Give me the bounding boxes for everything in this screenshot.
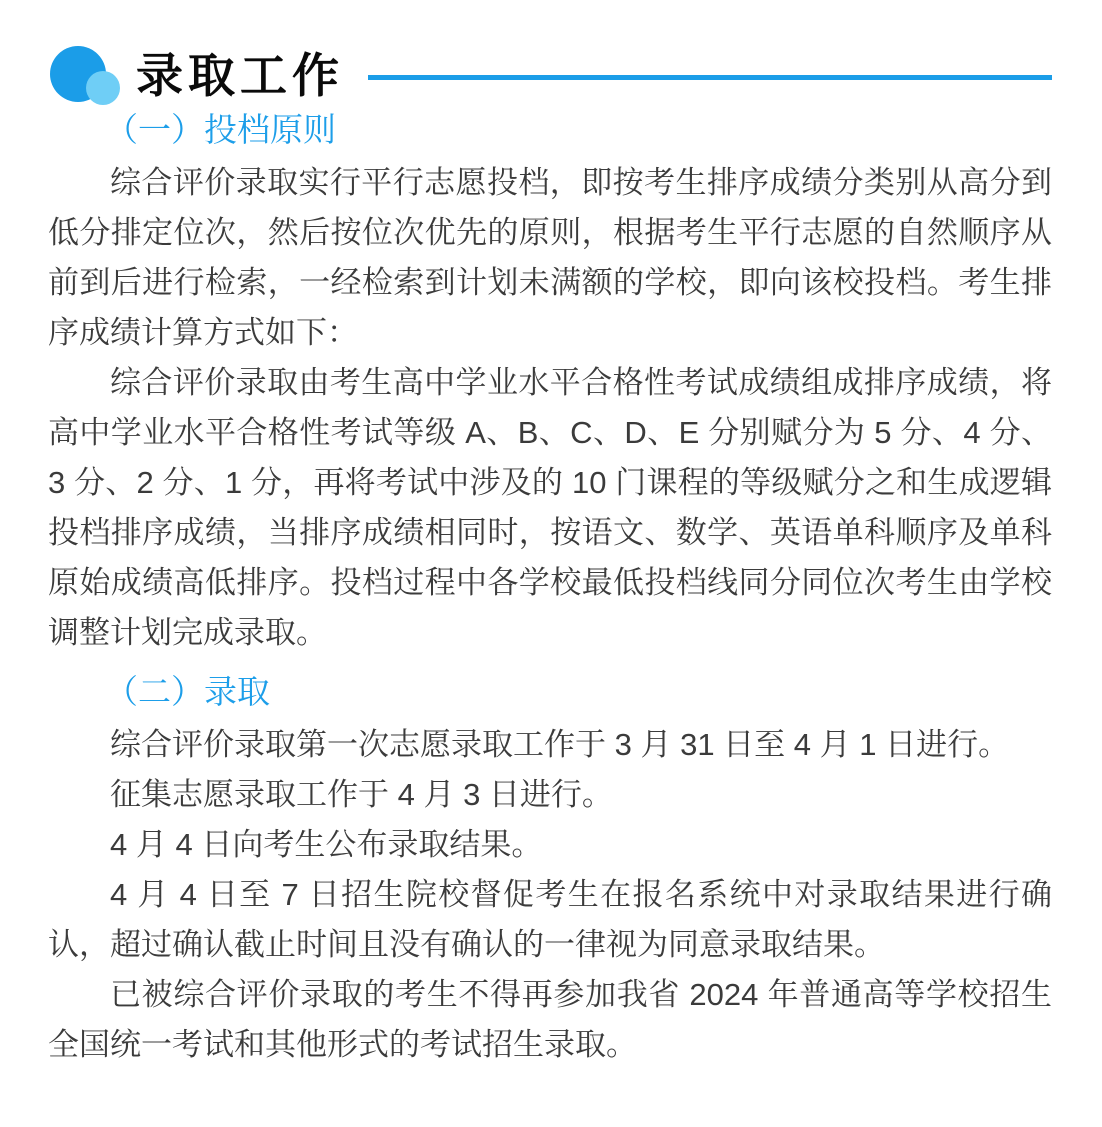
- paragraph: 已被综合评价录取的考生不得再参加我省 2024 年普通高等学校招生全国统一考试和其他形式的考试招生录取。: [48, 977, 1052, 1062]
- section-admission: [48, 670, 1052, 1070]
- header-rule-line: [368, 75, 1052, 80]
- paragraph: 征集志愿录取工作于 4 月 3 日进行。: [110, 777, 613, 812]
- brand-circle-small-icon: [86, 71, 120, 105]
- section-heading: （二）录取: [105, 673, 270, 710]
- paragraph: 4 月 4 日向考生公布录取结果。: [110, 827, 543, 862]
- page-header: [48, 44, 1052, 108]
- paragraph: 综合评价录取实行平行志愿投档，即按考生排序成绩分类别从高分到低分排定位次，然后按位次优先的原则，根据考生平行志愿的自然顺序从前到后进行检索，一经检索到计划未满额的学校，即向该校投档。考生排序成绩计算方式如下：: [48, 165, 1052, 350]
- paragraph: 综合评价录取第一次志愿录取工作于 3 月 31 日至 4 月 1 日进行。: [110, 727, 1010, 762]
- paragraph: 4 月 4 日至 7 日招生院校督促考生在报名系统中对录取结果进行确认，超过确认截止时间且没有确认的一律视为同意录取结果。: [48, 877, 1052, 962]
- section-filing-principles: [48, 108, 1052, 658]
- two-overlapping-circles-icon: [48, 44, 136, 108]
- page-title: 录取工作: [136, 49, 344, 102]
- paragraph: 综合评价录取由考生高中学业水平合格性考试成绩组成排序成绩，将高中学业水平合格性考试等级 A、B、C、D、E 分别赋分为 5 分、4 分、3 分、2 分、1 分，再将考试中涉及的 10 门课程的等级赋分之和生成逻辑投档排序成绩，当排序成绩相同时，按语文、数学、英语单科顺序及单科原始成绩高低排序。投档过程中各学校最低投档线同分同位次考生由学校调整计划完成录取。: [48, 365, 1052, 650]
- section-heading: （一）投档原则: [105, 111, 336, 148]
